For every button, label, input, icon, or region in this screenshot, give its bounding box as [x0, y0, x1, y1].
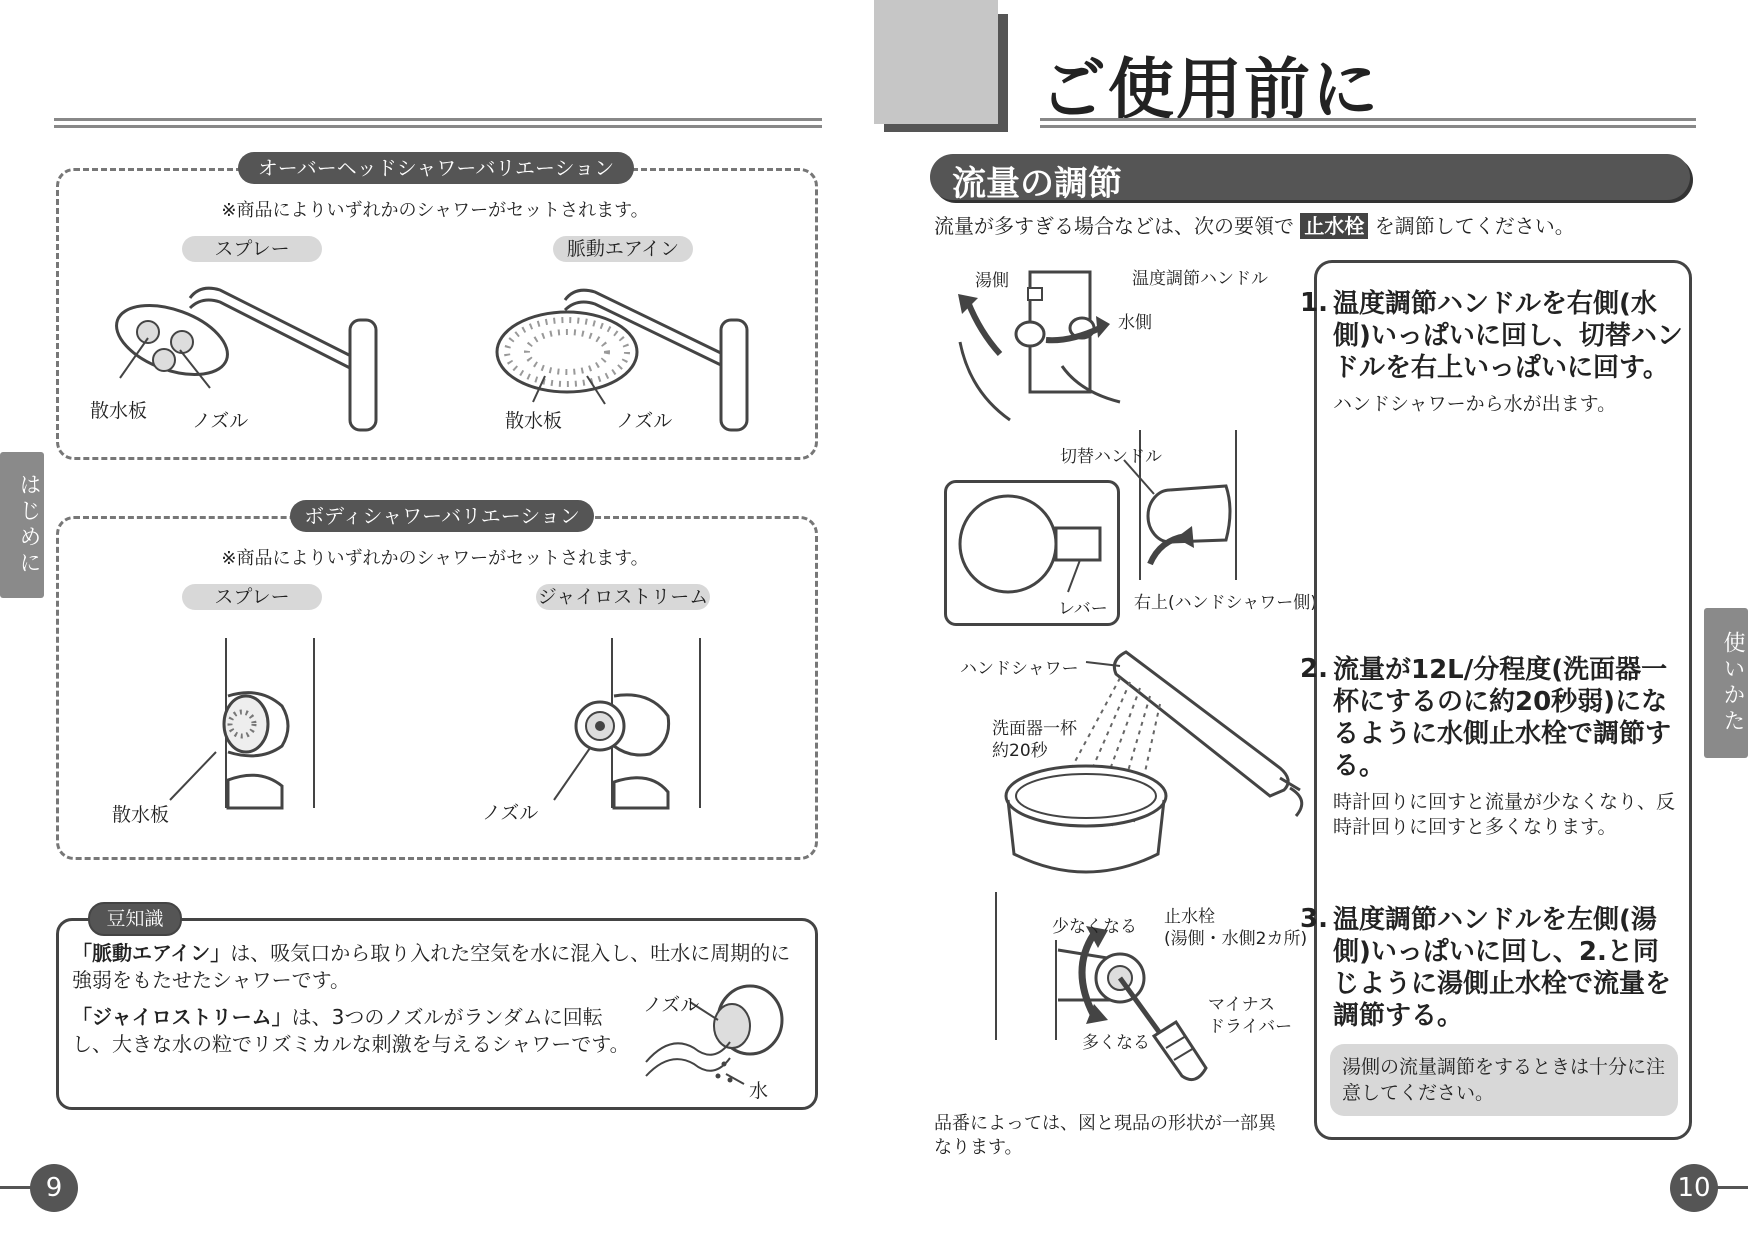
body-spray-label: スプレー [182, 584, 322, 610]
cold-side-label: 水側 [1118, 313, 1152, 333]
overhead-spray-illustration [110, 278, 410, 428]
section-title: 流量の調節 [952, 164, 1122, 204]
body-variations-title: ボディシャワーバリエーション [290, 500, 594, 532]
switch-handle-label: 切替ハンドル [1060, 447, 1162, 467]
overhead-spray-nozzle-label: ノズル [192, 410, 249, 432]
step-3-heading: 温度調節ハンドルを左側(湯側)いっぱいに回し、2.と同じように湯側止水栓で流量を調節する。 [1333, 905, 1672, 1031]
step-2-note: 時計回りに回すと流量が少なくなり、反時計回りに回すと多くなります。 [1333, 791, 1676, 838]
step-1-heading: 温度調節ハンドルを右側(水側)いっぱいに回し、切替ハンドルを右上いっぱいに回す。 [1333, 289, 1683, 383]
trivia-nozzle-label: ノズル [643, 994, 700, 1016]
driver-label-line1: マイナス [1208, 995, 1275, 1015]
body-gyro-nozzle-label: ノズル [482, 802, 539, 824]
step-2-number: 2. [1300, 654, 1328, 684]
hot-side-label: 湯側 [975, 271, 1009, 291]
intro-text-after: を調節してください。 [1374, 214, 1575, 238]
left-header-rule [54, 118, 822, 128]
basin-label-line2: 約20秒 [992, 741, 1048, 761]
step-3-number: 3. [1300, 904, 1328, 934]
page-number-left: 9 [30, 1164, 78, 1212]
side-tab-introduction[interactable]: はじめに [0, 452, 44, 598]
trivia-paragraph-2 [72, 1004, 630, 1058]
stopcock-label-line1: 止水栓 [1164, 907, 1215, 927]
intro-keyword-stopcock: 止水栓 [1300, 213, 1368, 239]
body-note: ※商品によりいずれかのシャワーがセットされます。 [221, 548, 649, 569]
overhead-spray-plate-label: 散水板 [90, 400, 148, 422]
title-block [874, 0, 998, 124]
intro-text-before: 流量が多すぎる場合などは、次の要領で [934, 214, 1294, 238]
trivia-term-gyro: 「ジャイロストリーム」 [72, 1005, 292, 1029]
overhead-note: ※商品によりいずれかのシャワーがセットされます。 [221, 200, 649, 221]
basin-label-line1: 洗面器一杯 [992, 719, 1077, 739]
step-3 [1300, 904, 1683, 1032]
hand-shower-label: ハンドシャワー [960, 659, 1079, 679]
temp-handle-label: 温度調節ハンドル [1132, 269, 1268, 289]
right-header-rule [1040, 118, 1696, 128]
trivia-term-pulse: 「脈動エアイン」 [72, 941, 231, 965]
trivia-badge: 豆知識 [88, 902, 182, 936]
overhead-variations-title: オーバーヘッドシャワーバリエーション [238, 152, 634, 184]
body-spray-illustration [190, 636, 390, 816]
body-gyro-label: ジャイロストリーム [537, 586, 709, 608]
figure-caption: 品番によっては、図と現品の形状が一部異なります。 [934, 1113, 1276, 1158]
trivia-text-gyro: は、3つのノズルがランダムに回転し、大きな水の粒でリズミカルな刺激を与えるシャワーです。 [72, 1005, 630, 1056]
wash-basin-illustration [1000, 760, 1180, 890]
side-tab-usage[interactable]: 使いかた [1704, 608, 1748, 758]
overhead-pulse-plate-label: 散水板 [505, 410, 563, 432]
step-1 [1300, 288, 1683, 417]
page-title: ご使用前に [1040, 51, 1380, 128]
overhead-pulse-label: 脈動エアイン [553, 236, 693, 262]
stopcock-label-line2: (湯側・水側2カ所) [1164, 929, 1308, 949]
upper-right-label: 右上(ハンドシャワー側) [1134, 593, 1317, 613]
step-1-number: 1. [1300, 288, 1328, 318]
step-2-heading: 流量が12L/分程度(洗面器一杯にするのに約20秒弱)になるように水側止水栓で調節する。 [1333, 655, 1672, 781]
less-label: 少なくなる [1052, 917, 1137, 937]
more-label: 多くなる [1082, 1033, 1150, 1053]
page-number-right: 10 [1670, 1164, 1718, 1212]
intro-line [934, 210, 1575, 239]
lever-label: レバー [1058, 599, 1108, 619]
trivia-text-pulse: は、吸気口から取り入れた空気を水に混入し、吐水に周期的に強弱をもたせたシャワーです。 [72, 941, 791, 992]
overhead-pulse-nozzle-label: ノズル [616, 410, 673, 432]
step-2 [1300, 654, 1683, 840]
body-gyro-illustration [560, 636, 760, 816]
overhead-spray-label: スプレー [182, 236, 322, 262]
driver-label-line2: ドライバー [1208, 1017, 1293, 1037]
caution-box: 湯側の流量調節をするときは十分に注意してください。 [1330, 1044, 1678, 1116]
body-spray-plate-label: 散水板 [112, 804, 170, 826]
trivia-water-label: 水 [749, 1080, 769, 1102]
step-1-note: ハンドシャワーから水が出ます。 [1333, 393, 1617, 415]
